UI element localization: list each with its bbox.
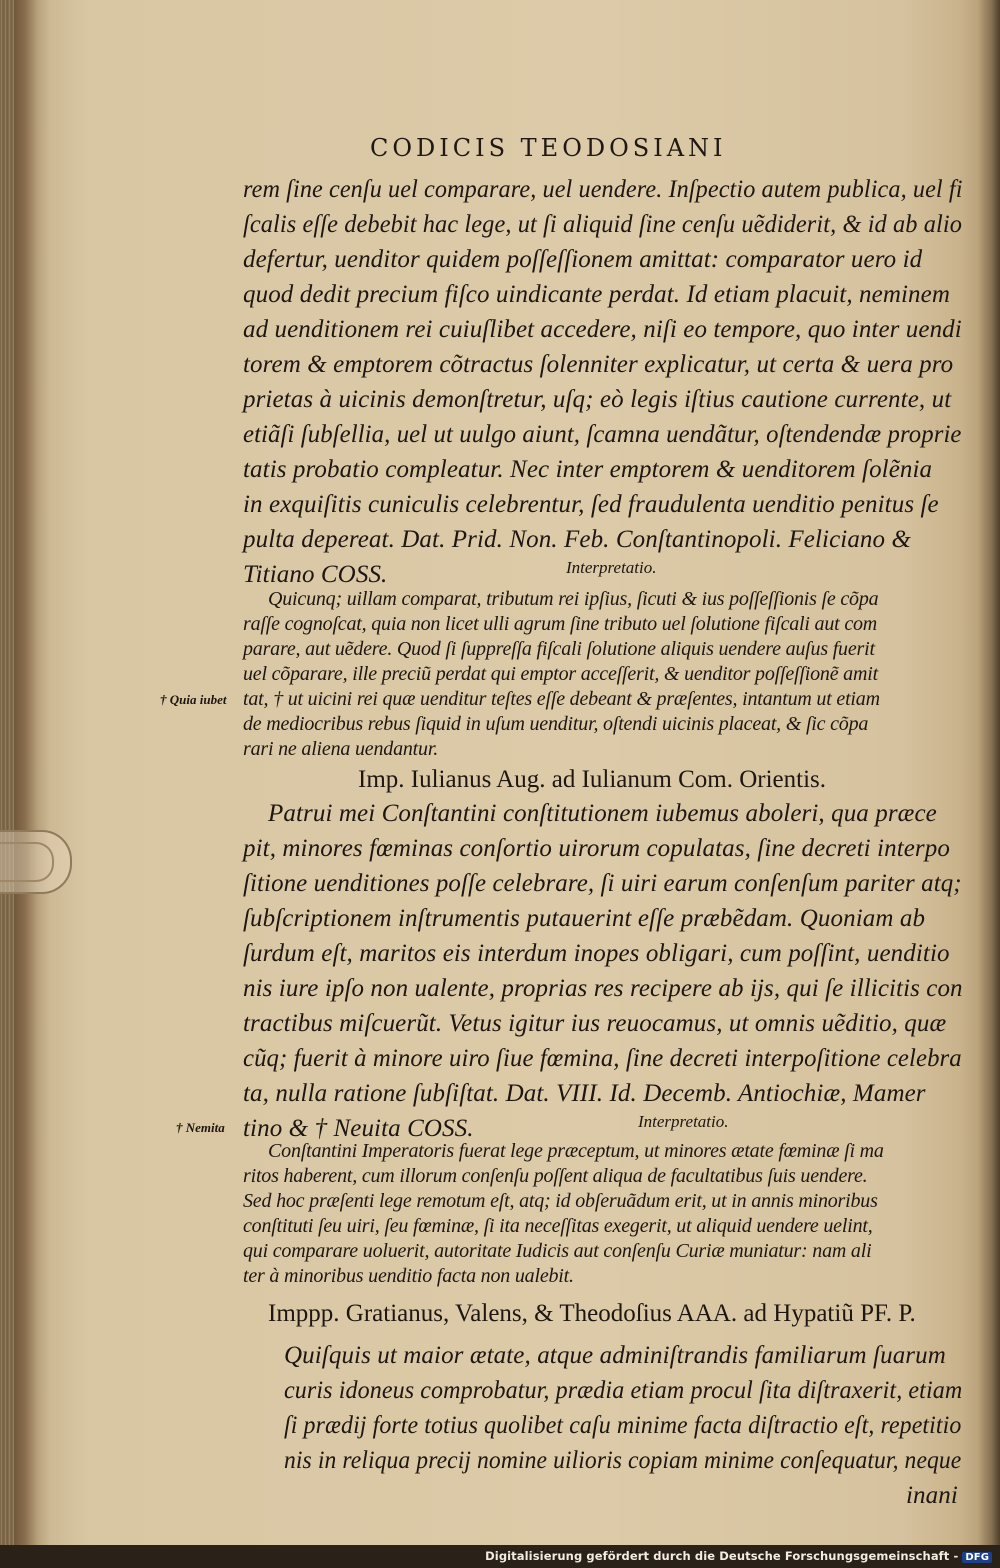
body-line: curis idoneus comprobatur, prædia etiam procul ſita diſtraxerit, etiam: [284, 1377, 963, 1404]
running-header: CODICIS TEODOSIANI: [370, 134, 727, 162]
body-line: ſi prædij forte totius quolibet caſu minime facta diſtractio eſt, repetitio: [284, 1412, 962, 1439]
interp-line: uel cõparare, ille preciũ perdat qui emptor acceſſerit, & uenditor poſſeſſionẽ amit: [243, 663, 878, 685]
interp-line: Conſtantini Imperatoris fuerat lege præceptum, ut minores ætate fœminæ ſi ma: [268, 1140, 884, 1162]
body-line: in exquiſitis cuniculis celebrentur, ſed fraudulenta uenditio penitus ſe: [243, 491, 939, 518]
body-line: quod dedit precium fiſco uindicante perdat. Id etiam placuit, neminem: [243, 281, 950, 308]
margin-note: † Quia iubet: [160, 692, 227, 707]
interp-line: Quicunq; uillam comparat, tributum rei ipſius, ſicuti & ius poſſeſſionis ſe cõpa: [268, 588, 879, 610]
body-line: ad uenditionem rei cuiuſlibet accedere, niſi eo tempore, quo inter uendi: [243, 316, 962, 343]
catchword: inani: [906, 1482, 958, 1509]
body-line: tractibus miſcuerũt. Vetus igitur ius reuocamus, ut omnis uẽditio, quæ: [243, 1010, 947, 1037]
body-line: Quiſquis ut maior ætate, atque adminiſtrandis familiarum ſuarum: [284, 1342, 946, 1369]
interp-line: rari ne aliena uendantur.: [243, 738, 438, 760]
section-heading: Interpretatio.: [638, 1112, 729, 1131]
interp-line: de mediocribus rebus ſiquid in uſum uenditur, oſtendi uicinis placeat, & ſic cõpa: [243, 713, 869, 735]
footer-text: Digitalisierung gefördert durch die Deutsche Forschungsgemeinschaft -: [485, 1549, 959, 1563]
body-line: pit, minores fœminas conſortio uirorum copulatas, ſine decreti interpo: [243, 835, 950, 862]
body-line: ſurdum eſt, maritos eis interdum inopes obligari, cum poſſint, uenditio: [243, 940, 950, 967]
interp-line: raſſe cognoſcat, quia non licet ulli agrum ſine tributo uel ſolutione fiſcali aut com: [243, 613, 878, 635]
interp-line: ter à minoribus uenditio facta non ualebit.: [243, 1265, 574, 1287]
edict-heading: Imppp. Gratianus, Valens, & Theodoſius AAA. ad Hypatiũ PF. P.: [268, 1300, 916, 1327]
body-line: Patrui mei Conſtantini conſtitutionem iubemus aboleri, qua præce: [268, 800, 937, 827]
interp-line: Sed hoc præſenti lege remotum eſt, atq; id obſeruãdum erit, ut in annis minoribus: [243, 1190, 878, 1212]
body-line: tino & † Neuita COSS.: [243, 1115, 474, 1142]
body-line: nis in reliqua precij nomine uilioris copiam minime conſequatur, neque: [284, 1447, 962, 1474]
body-line: Titiano COSS.: [243, 561, 388, 588]
body-line: tatis probatio compleatur. Nec inter emptorem & uenditorem ſolẽnia: [243, 456, 933, 483]
interp-line: parare, aut uẽdere. Quod ſi ſuppreſſa fiſcali ſolutione aliquis uendere auſus fuerit: [243, 638, 875, 660]
interp-line: conſtituti ſeu uiri, ſeu fœminæ, ſi ita neceſſitas exegerit, ut aliquid uendere uelint,: [243, 1215, 873, 1237]
margin-note: † Nemita: [176, 1120, 225, 1135]
edict-heading: Imp. Iulianus Aug. ad Iulianum Com. Orientis.: [358, 766, 827, 793]
body-line: nis iure ipſo non ualente, proprias res recipere ab ijs, qui ſe illicitis con: [243, 975, 963, 1002]
body-line: pulta depereat. Dat. Prid. Non. Feb. Conſtantinopoli. Feliciano &: [243, 526, 912, 553]
body-line: cũq; fuerit à minore uiro ſiue fœmina, ſine decreti interpoſitione celebra: [243, 1045, 962, 1072]
interp-line: qui comparare uoluerit, autoritate Iudicis aut conſenſu Curiæ muniatur: nam ali: [243, 1240, 872, 1262]
body-line: defertur, uenditor quidem poſſeſſionem amittat: comparator uero id: [243, 246, 923, 273]
page-edges: [0, 0, 14, 1545]
interp-line: tat, † ut uicini rei quæ uenditur teſtes eſſe debeant & præſentes, intantum ut etiam: [243, 688, 880, 710]
interp-line: ritos haberent, cum illorum conſenſu poſſent aliqua de facultatibus ſuis uendere.: [243, 1165, 868, 1187]
body-line: prietas à uicinis demonſtretur, uſq; eò legis iſtius cautione currente, ut: [243, 386, 952, 413]
body-line: ſcalis eſſe debebit hac lege, ut ſi aliquid ſine cenſu uẽdiderit, & id ab alio: [243, 211, 963, 238]
binding-shadow: [978, 0, 1000, 1545]
body-line: etiãſi ſubſellia, uel ut uulgo aiunt, ſcamna uendãtur, oſtendendæ proprie: [243, 421, 962, 448]
body-line: ſubſcriptionem inſtrumentis putauerint eſſe præbẽdam. Quoniam ab: [243, 905, 926, 932]
body-line: torem & emptorem cõtractus ſolenniter explicatur, ut certa & uera pro: [243, 351, 954, 378]
body-line: ſitione uenditiones poſſe celebrare, ſi uiri earum conſenſum pariter atq;: [243, 870, 962, 897]
body-line: rem ſine cenſu uel comparare, uel uendere. Inſpectio autem publica, uel fi: [243, 176, 963, 203]
paper-clip-inner: [0, 842, 54, 882]
section-heading: Interpretatio.: [566, 558, 657, 577]
footer-credit: [485, 1549, 992, 1563]
body-line: ta, nulla ratione ſubſiſtat. Dat. VIII. Id. Decemb. Antiochiæ, Mamer: [243, 1080, 926, 1107]
dfg-logo: DFG: [962, 1552, 992, 1563]
